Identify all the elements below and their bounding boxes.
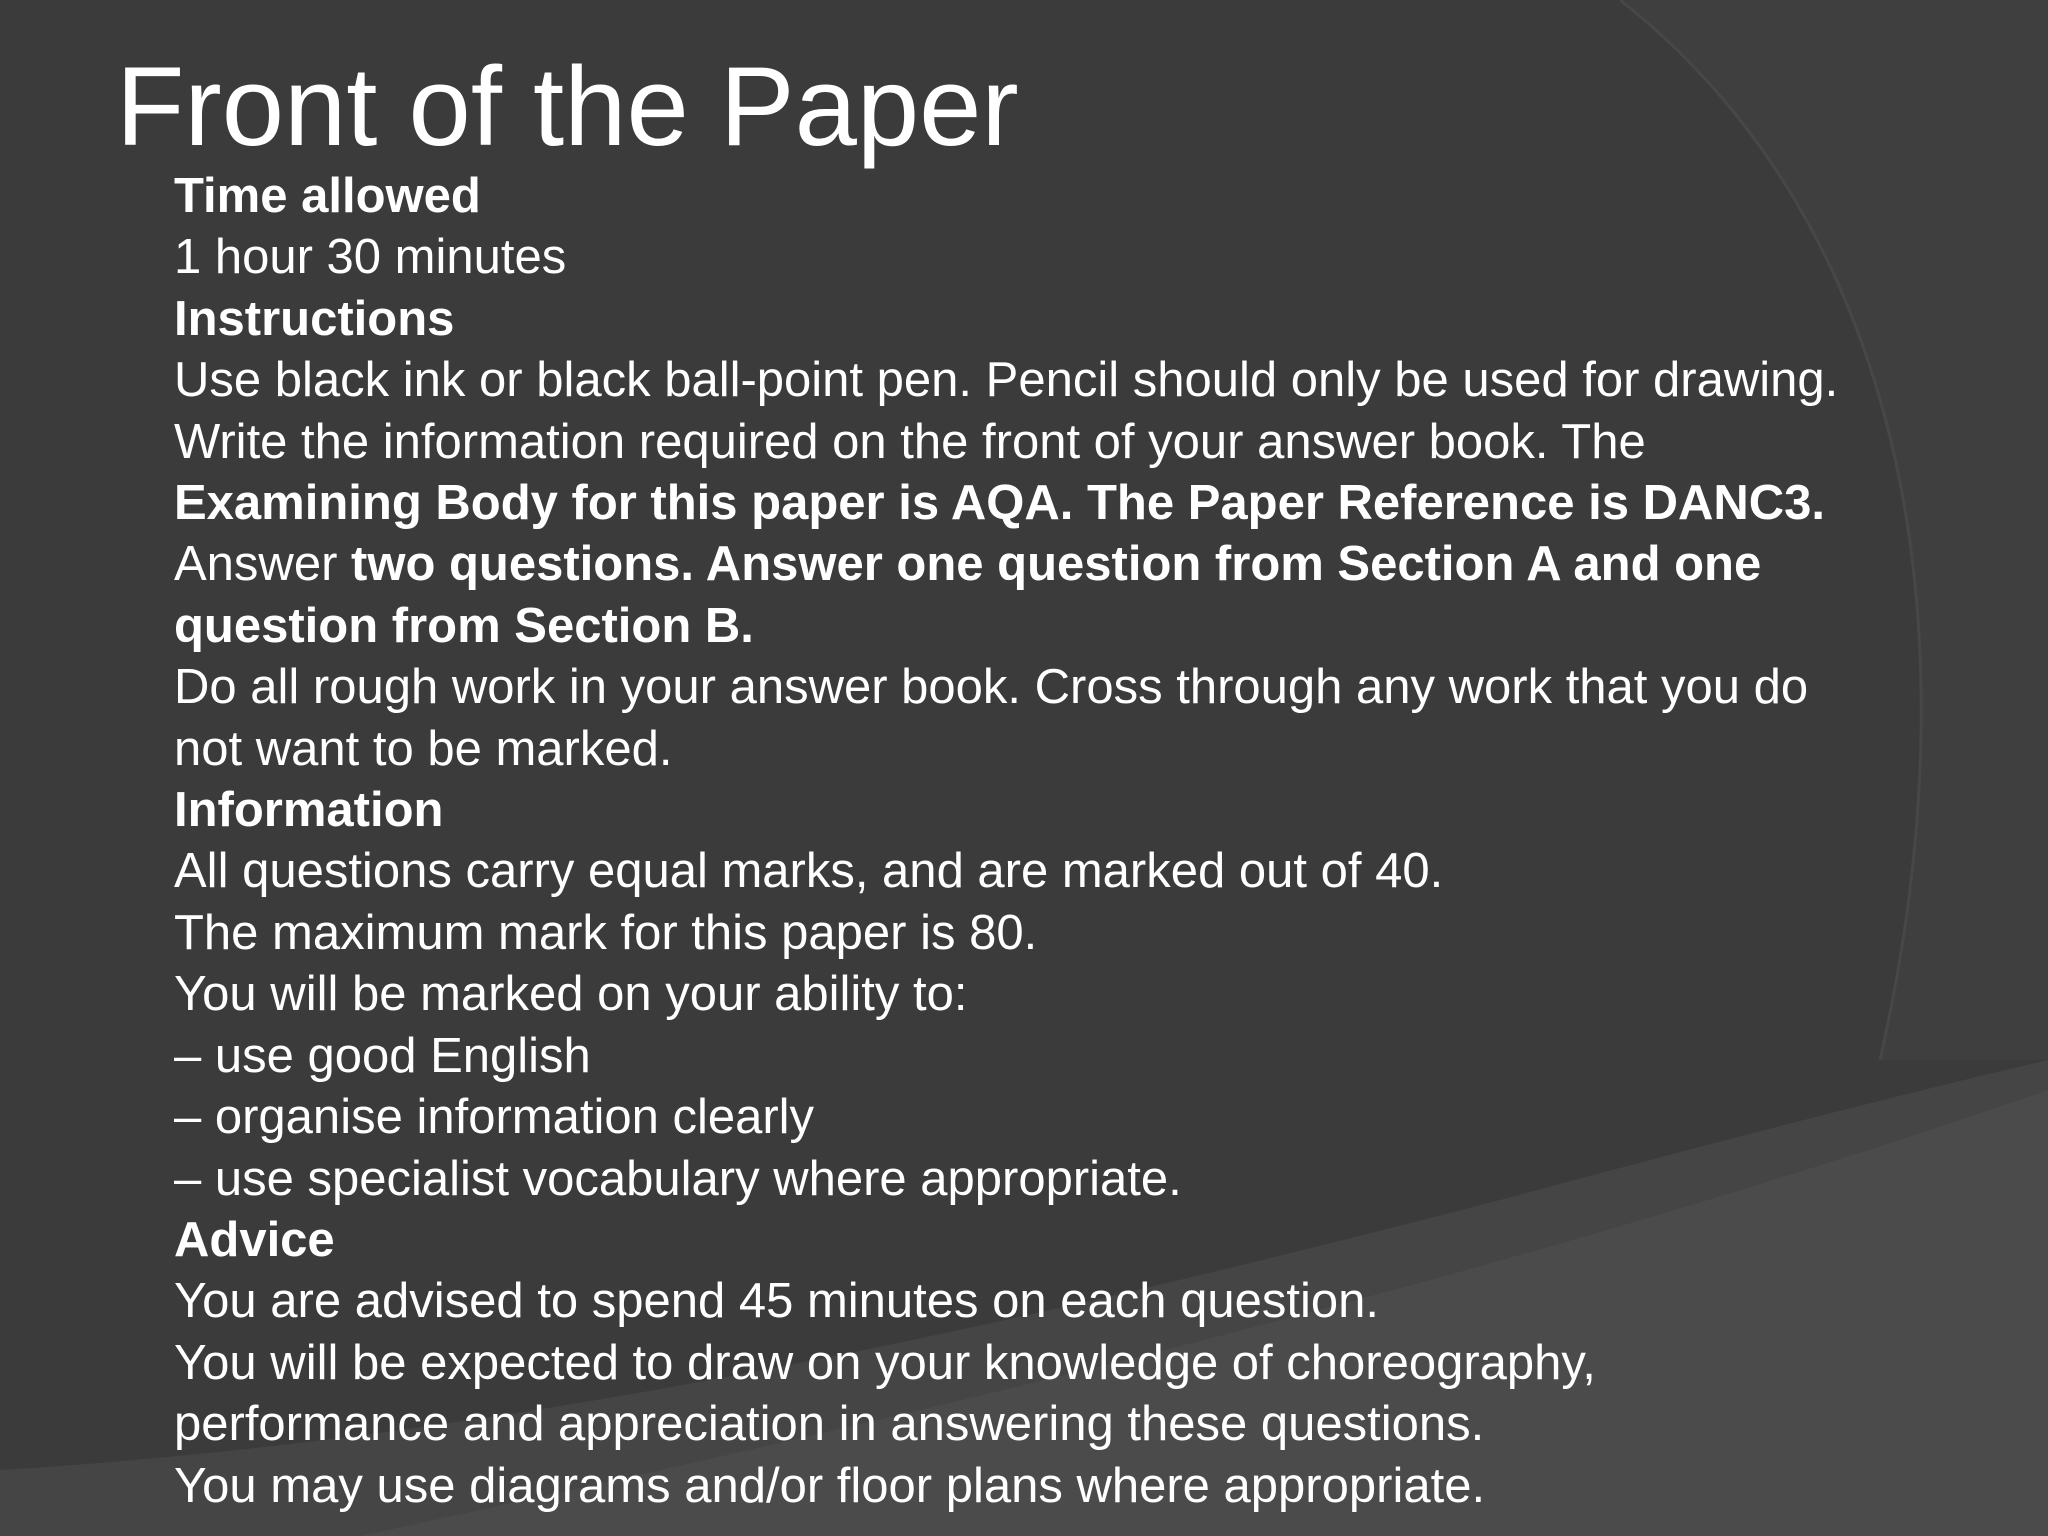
advice-heading: Advice [174,1212,335,1267]
instructions-answer-bold: two questions. Answer one question from Section A and one [351,537,1762,592]
instructions-line: question from Section B. [174,598,754,653]
instructions-line: Do all rough work in your answer book. Cross through any work that you do [174,660,1809,715]
information-bullet: – organise information clearly [174,1090,815,1145]
instructions-line: Use black ink or black ball-point pen. Pencil should only be used for drawing. [174,353,1839,408]
instructions-line [174,534,2024,595]
advice-line: You are advised to spend 45 minutes on each question. [174,1274,1379,1329]
instructions-heading: Instructions [174,291,455,346]
slide-title: Front of the Paper [116,44,1019,169]
instructions-line: not want to be marked. [174,721,673,776]
advice-line: You may use diagrams and/or floor plans where appropriate. [174,1458,1486,1513]
advice-line: You will be expected to draw on your knowledge of choreography, [174,1335,1596,1390]
information-line: All questions carry equal marks, and are marked out of 40. [174,844,1444,899]
information-line: You will be marked on your ability to: [174,967,968,1022]
time-allowed-value: 1 hour 30 minutes [174,230,567,285]
instructions-line: Write the information required on the front of your answer book. The [174,414,1646,469]
instructions-line: Examining Body for this paper is AQA. The Paper Reference is DANC3. [174,476,1825,531]
slide-body [174,166,2024,1517]
information-bullet: – use good English [174,1028,591,1083]
information-heading: Information [174,783,444,838]
advice-line: performance and appreciation in answering these questions. [174,1397,1485,1452]
information-bullet: – use specialist vocabulary where appropriate. [174,1151,1182,1206]
instructions-answer-prefix: Answer [174,537,352,592]
time-allowed-heading: Time allowed [174,169,481,223]
information-line: The maximum mark for this paper is 80. [174,905,1038,960]
